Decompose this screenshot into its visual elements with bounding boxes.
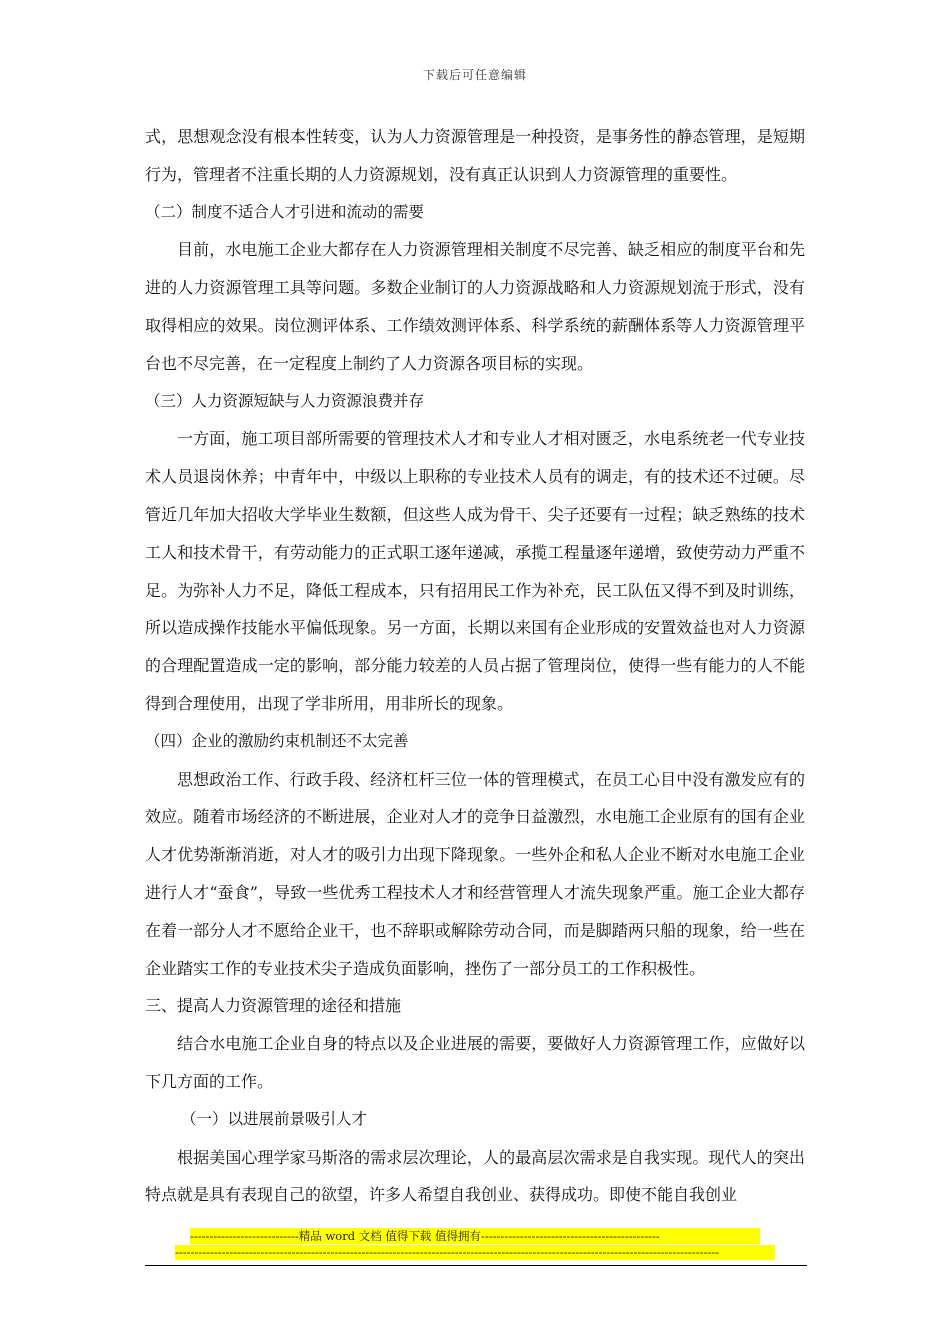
chapter-heading: 三、提高人力资源管理的途径和措施 [145, 996, 402, 1016]
section-heading-3: （三）人力资源短缺与人力资源浪费并存 [145, 391, 425, 410]
paragraph: 结合水电施工企业自身的特点以及企业进展的需要，要做好人力资源管理工作，应做好以下几方面的工作。 [145, 1034, 805, 1091]
paragraph: 根据美国心理学家马斯洛的需求层次理论，人的最高层次需求是自我实现。现代人的突出特点就是具有表现自己的欲望，许多人希望自我创业、获得成功。即使不能自我创业 [145, 1147, 805, 1205]
paragraph: 思想政治工作、行政手段、经济杠杆三位一体的管理模式，在员工心目中没有激发应有的效应。随着市场经济的不断进展，企业对人才的竞争日益激烈，水电施工企业原有的国有企业人才优势渐渐消逝，对人才的吸引力出现下降现象。一些外企和私人企业不断对水电施工企业进行人才“蚕食”，导致一些优秀工程技术人才和经营管理人才流失现象严重。施工企业大都存在着一部分人才不愿给企业干，也不辞职或解除劳动合同，而是脚踏两只船的现象，给一些在企业踏实工作的专业技术尖子造成负面影响，挫伤了一部分员工的工作积极性。 [145, 769, 805, 978]
footer-banner-line2: -------------------------------------------------------------------------------------------------------------------------------------------- [175, 1245, 775, 1260]
paragraph: 目前，水电施工企业大都存在人力资源管理相关制度不尽完善、缺乏相应的制度平台和先进的人力资源管理工具等问题。多数企业制订的人力资源战略和人力资源规划流于形式，没有取得相应的效果。岗位测评体系、工作绩效测评体系、科学系统的薪酬体系等人力资源管理平台也不尽完善，在一定程度上制约了人力资源各项目标的实现。 [145, 240, 805, 373]
footer-banner-line1: ----------------------------精品 word 文档 值得下载 值得拥有---------------------------------------------- [190, 1228, 760, 1244]
footer-divider [145, 1265, 807, 1266]
paragraph: 一方面，施工项目部所需要的管理技术人才和专业人才相对匮乏，水电系统老一代专业技术人员退岗休养；中青年中，中级以上职称的专业技术人员有的调走，有的技术还不过硬。尽管近几年加大招收大学毕业生数额，但这些人成为骨干、尖子还要有一过程；缺乏熟练的技术工人和技术骨干，有劳动能力的正式职工逐年递减，承揽工程量逐年递增，致使劳动力严重不足。为弥补人力不足，降低工程成本，只有招用民工作为补充，民工队伍又得不到及时训练，所以造成操作技能水平偏低现象。另一方面，长期以来国有企业形成的安置效益也对人力资源的合理配置造成一定的影响，部分能力较差的人员占据了管理岗位，使得一些有能力的人不能得到合理使用，出现了学非所用，用非所长的现象。 [145, 429, 805, 713]
page-header: 下载后可任意编辑 [422, 68, 527, 82]
section-heading-1: （一）以进展前景吸引人才 [181, 1109, 368, 1128]
paragraph-continued: 式，思想观念没有根本性转变，认为人力资源管理是一种投资，是事务性的静态管理，是短期行为，管理者不注重长期的人力资源规划，没有真正认识到人力资源管理的重要性。 [145, 127, 805, 184]
section-heading-4: （四）企业的激励约束机制还不太完善 [145, 731, 409, 750]
section-heading-2: （二）制度不适合人才引进和流动的需要 [145, 202, 425, 221]
document-body [145, 118, 805, 1214]
